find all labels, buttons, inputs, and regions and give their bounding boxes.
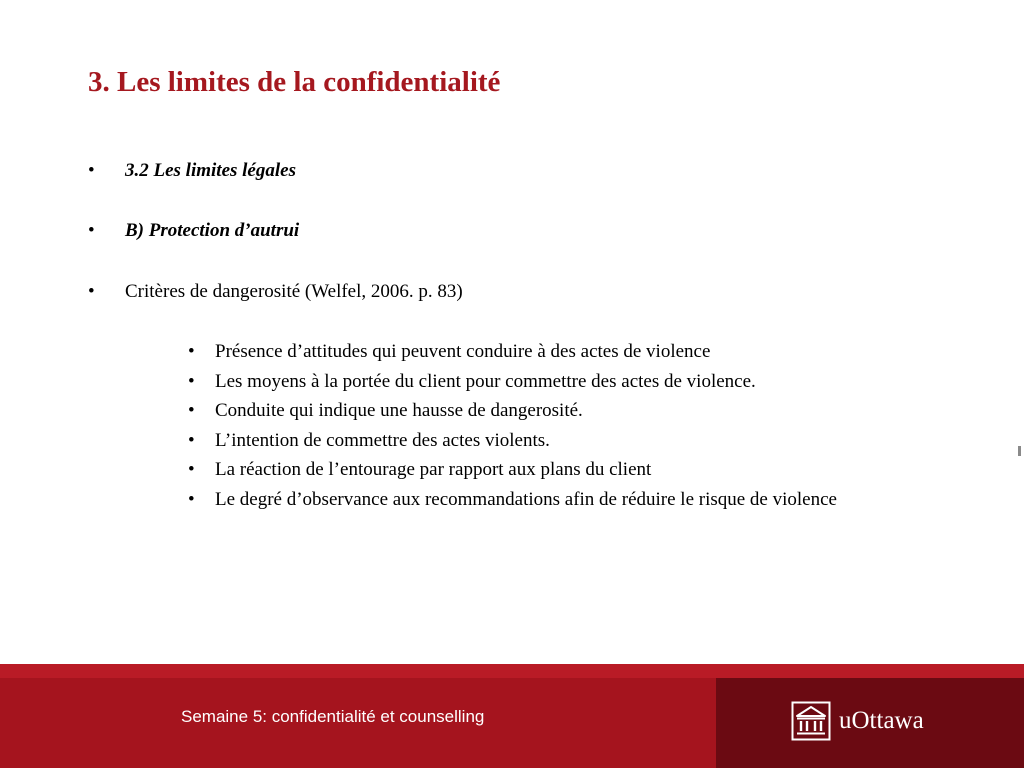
criteria-text: L’intention de commettre des actes violents. xyxy=(215,429,550,451)
bullet: • xyxy=(188,341,195,362)
bullet: • xyxy=(88,160,95,181)
criteria-item xyxy=(188,399,888,423)
edge-mark xyxy=(1018,446,1021,456)
bullet: • xyxy=(88,220,95,241)
criteria-item xyxy=(188,370,888,394)
criteria-item xyxy=(188,429,888,453)
main-point-text: Critères de dangerosité (Welfel, 2006. p. 83) xyxy=(125,281,463,302)
university-building-icon xyxy=(791,701,831,741)
bullet: • xyxy=(88,281,95,302)
bullet: • xyxy=(188,370,195,392)
logo-text: uOttawa xyxy=(839,707,924,734)
main-point-text: 3.2 Les limites légales xyxy=(125,160,296,181)
bullet: • xyxy=(188,429,195,451)
criteria-text: Les moyens à la portée du client pour commettre des actes de violence. xyxy=(215,370,756,392)
criteria-list xyxy=(188,340,888,517)
bullet: • xyxy=(188,488,195,510)
criteria-item xyxy=(188,340,888,364)
bullet: • xyxy=(188,459,195,480)
main-point-text: B) Protection d’autrui xyxy=(125,220,300,241)
criteria-text: Le degré d’observance aux recommandations afin de réduire le risque de violence xyxy=(215,488,837,510)
course-label: Semaine 5: confidentialité et counselling xyxy=(181,707,485,726)
university-logo xyxy=(791,701,924,741)
footer-stripe xyxy=(0,664,1024,678)
footer-bar xyxy=(0,664,1024,768)
criteria-item xyxy=(188,458,888,482)
criteria-text: La réaction de l’entourage par rapport aux plans du client xyxy=(215,459,652,480)
criteria-item xyxy=(188,488,888,512)
bullet: • xyxy=(188,400,195,421)
slide-title: 3. Les limites de la confidentialité xyxy=(88,66,501,98)
criteria-text: Conduite qui indique une hausse de dangerosité. xyxy=(215,400,583,421)
criteria-text: Présence d’attitudes qui peuvent conduire à des actes de violence xyxy=(215,341,711,362)
